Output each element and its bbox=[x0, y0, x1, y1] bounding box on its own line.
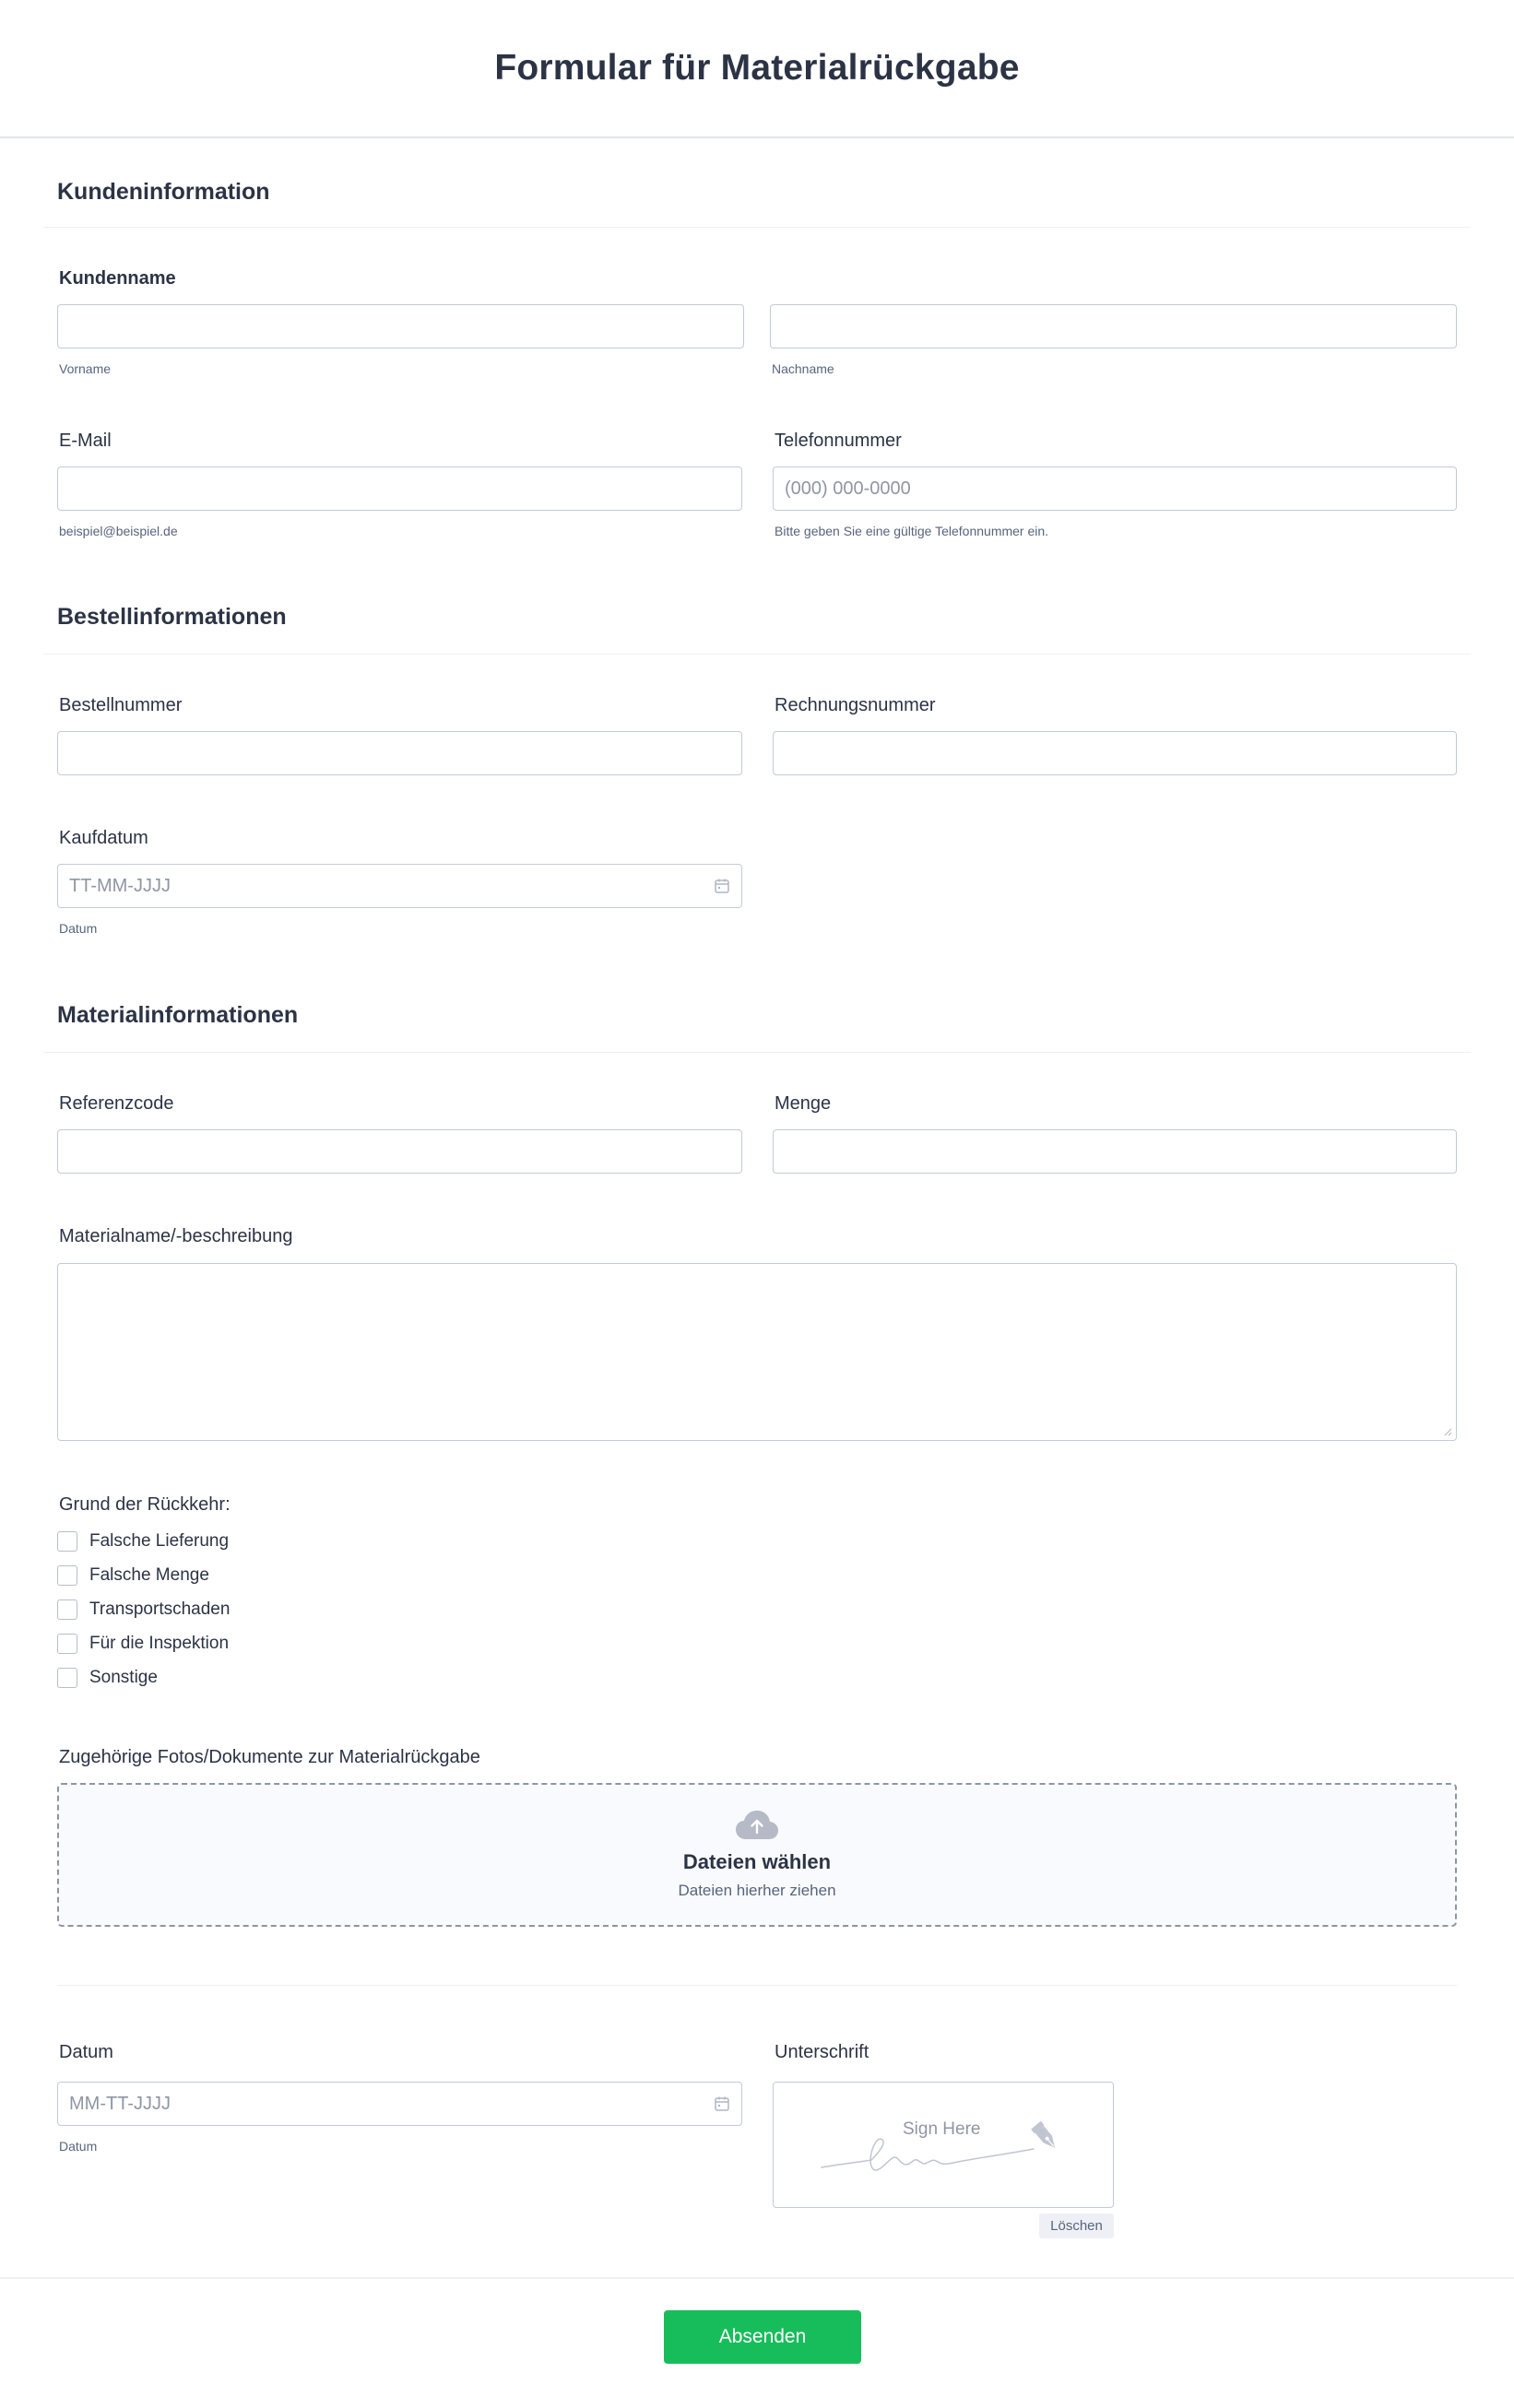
phone-sublabel: Bitte geben Sie eine gültige Telefonnummer ein. bbox=[775, 524, 1049, 538]
return-reason-label: Grund der Rückkehr: bbox=[59, 1494, 231, 1515]
signoff-date-input[interactable] bbox=[57, 2082, 742, 2126]
purchase-date-sublabel: Datum bbox=[59, 921, 98, 936]
purchase-date-placeholder: TT-MM-JJJJ bbox=[69, 875, 171, 896]
reason-option-label: Für die Inspektion bbox=[89, 1634, 230, 1653]
order-number-label: Bestellnummer bbox=[59, 695, 183, 715]
quantity-label: Menge bbox=[775, 1093, 832, 1114]
section-divider bbox=[43, 1052, 1471, 1053]
signature-label: Unterschrift bbox=[775, 2042, 869, 2062]
signature-placeholder: Sign Here bbox=[903, 2119, 981, 2139]
last-name-sublabel: Nachname bbox=[772, 361, 834, 376]
invoice-number-label: Rechnungsnummer bbox=[775, 695, 936, 715]
calendar-icon[interactable] bbox=[714, 878, 730, 894]
submit-button[interactable]: Absenden bbox=[664, 2310, 861, 2364]
order-number-input[interactable] bbox=[57, 731, 742, 775]
signoff-date-label: Datum bbox=[59, 2042, 113, 2062]
checkbox[interactable] bbox=[57, 1634, 77, 1654]
reason-option[interactable] bbox=[57, 1565, 209, 1586]
purchase-date-input[interactable] bbox=[57, 864, 742, 908]
upload-label: Zugehörige Fotos/Dokumente zur Materialrückgabe bbox=[59, 1747, 480, 1767]
checkbox[interactable] bbox=[57, 1565, 77, 1586]
signoff-date-sublabel: Datum bbox=[59, 2139, 98, 2154]
signature-scribble-icon bbox=[820, 2127, 1050, 2173]
signoff-date-placeholder: MM-TT-JJJJ bbox=[69, 2093, 171, 2114]
section-divider bbox=[57, 1985, 1457, 1986]
section-divider bbox=[43, 654, 1471, 655]
description-label: Materialname/-beschreibung bbox=[59, 1226, 293, 1246]
email-input[interactable] bbox=[57, 466, 742, 511]
section-divider bbox=[43, 227, 1471, 228]
signature-pad[interactable] bbox=[773, 2082, 1114, 2208]
reference-code-label: Referenzcode bbox=[59, 1093, 174, 1114]
first-name-input[interactable] bbox=[57, 304, 744, 348]
reason-option-label: Transportschaden bbox=[89, 1599, 231, 1619]
form-header bbox=[0, 0, 1514, 138]
email-sublabel: beispiel@beispiel.de bbox=[59, 524, 178, 538]
description-textarea[interactable] bbox=[57, 1263, 1457, 1441]
section-title-material: Materialinformationen bbox=[57, 1002, 299, 1028]
upload-subtitle: Dateien hierher ziehen bbox=[678, 1882, 836, 1899]
checkbox[interactable] bbox=[57, 1531, 77, 1552]
last-name-input[interactable] bbox=[770, 304, 1457, 348]
file-upload-dropzone[interactable] bbox=[57, 1783, 1457, 1927]
invoice-number-input[interactable] bbox=[773, 731, 1457, 775]
phone-placeholder: (000) 000-0000 bbox=[785, 478, 911, 499]
section-title-customer: Kundeninformation bbox=[57, 179, 270, 205]
cloud-upload-icon bbox=[735, 1810, 779, 1841]
customer-name-label: Kundenname bbox=[59, 268, 176, 289]
calendar-icon[interactable] bbox=[714, 2095, 730, 2112]
upload-title: Dateien wählen bbox=[682, 1850, 832, 1873]
checkbox[interactable] bbox=[57, 1599, 77, 1620]
reason-option[interactable] bbox=[57, 1668, 158, 1688]
resize-handle-icon[interactable] bbox=[1443, 1427, 1452, 1436]
section-title-order: Bestellinformationen bbox=[57, 604, 287, 630]
phone-label: Telefonnummer bbox=[775, 431, 902, 451]
reference-code-input[interactable] bbox=[57, 1129, 742, 1174]
first-name-sublabel: Vorname bbox=[59, 361, 112, 376]
reason-option-label: Falsche Lieferung bbox=[89, 1531, 230, 1551]
reason-option[interactable] bbox=[57, 1531, 229, 1552]
reason-option-label: Falsche Menge bbox=[89, 1565, 209, 1585]
reason-option[interactable] bbox=[57, 1634, 229, 1654]
reason-option-label: Sonstige bbox=[89, 1668, 158, 1687]
phone-input[interactable] bbox=[773, 466, 1457, 511]
quantity-input[interactable] bbox=[773, 1129, 1457, 1174]
purchase-date-label: Kaufdatum bbox=[59, 828, 148, 848]
page-title: Formular für Materialrückgabe bbox=[494, 48, 1020, 88]
email-label: E-Mail bbox=[59, 431, 112, 451]
signature-clear-button[interactable]: Löschen bbox=[1039, 2213, 1114, 2238]
reason-option[interactable] bbox=[57, 1599, 230, 1620]
pen-icon bbox=[1027, 2119, 1066, 2156]
checkbox[interactable] bbox=[57, 1668, 77, 1688]
